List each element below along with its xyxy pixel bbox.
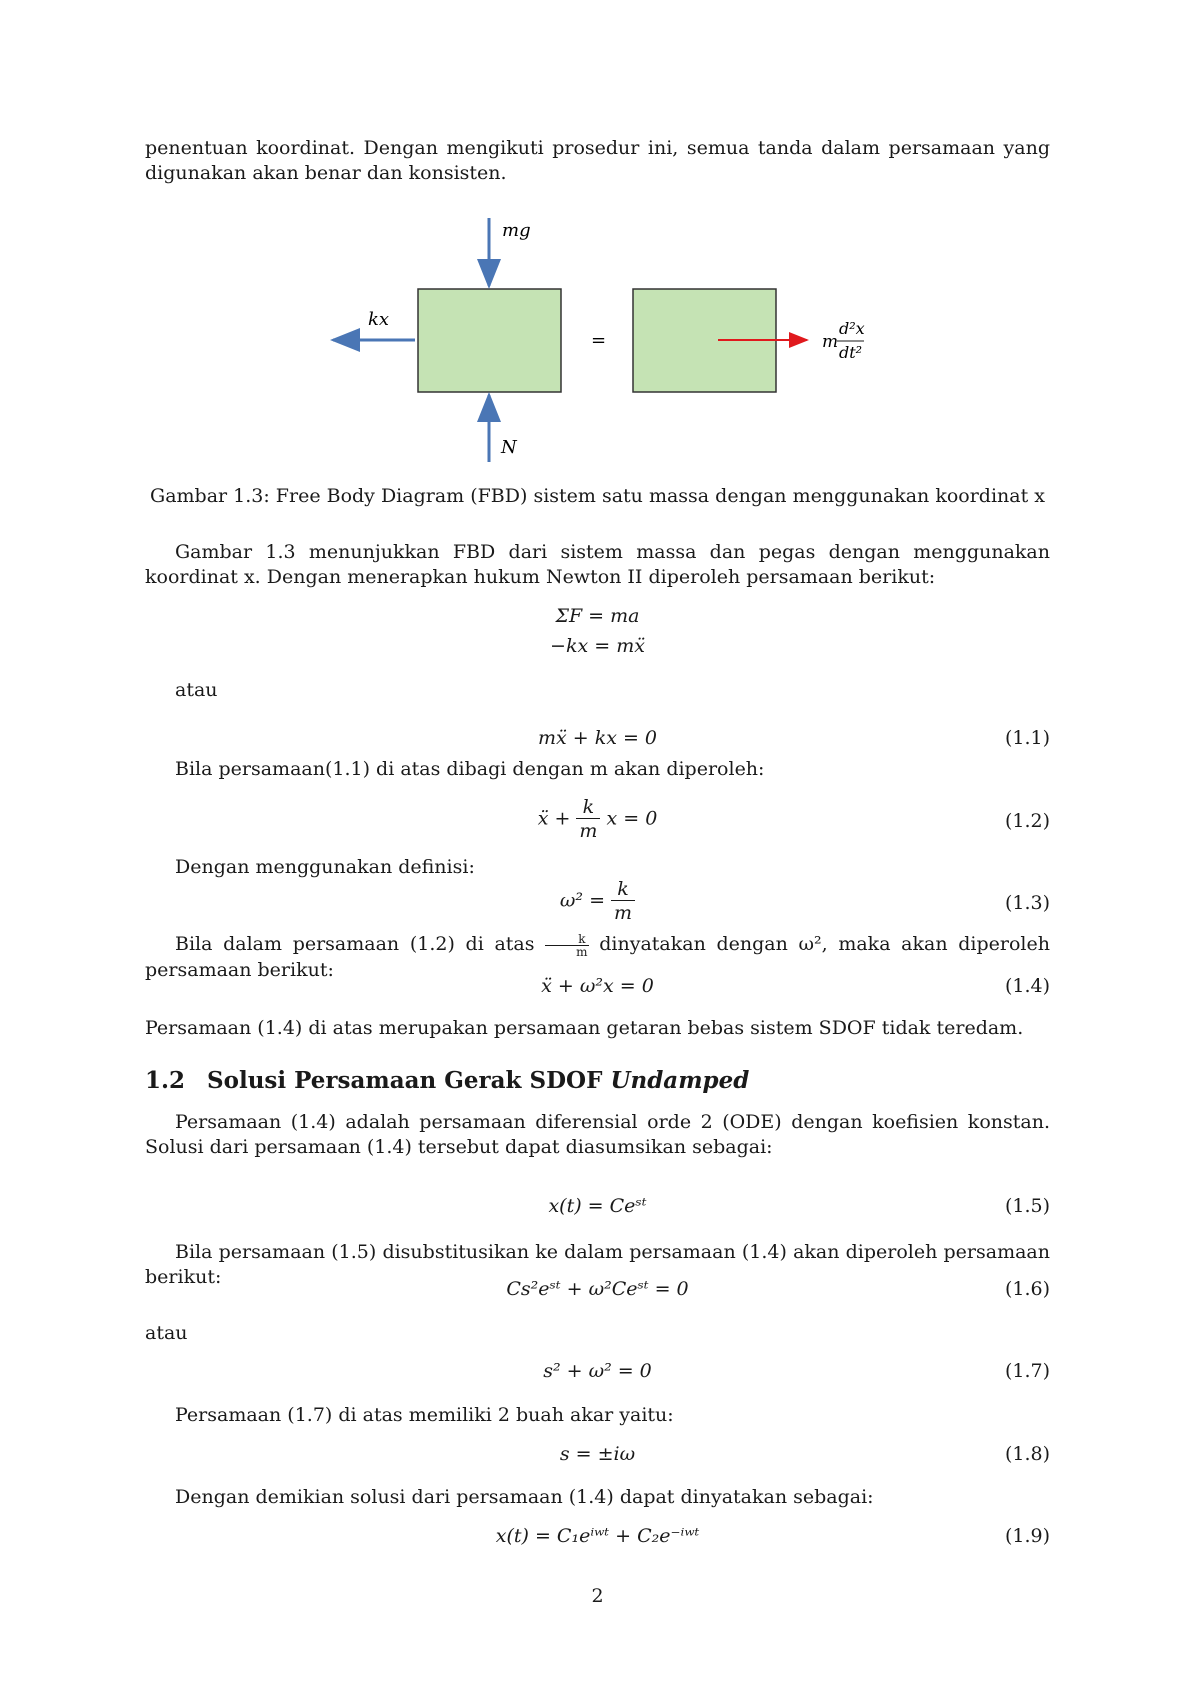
equation-1-3: ω² = $\frac{k}{m}$ (1.3) xyxy=(559,878,1050,924)
paragraph-4: Bila dalam persamaan (1.2) di atas $\frac{k}{m}$ dinyatakan dengan ω², maka akan diperoleh persamaan berikut: xyxy=(145,931,1050,981)
mg-label: mg xyxy=(502,220,531,241)
page-number: 2 xyxy=(591,1585,604,1607)
paragraph-5: Persamaan (1.4) di atas merupakan persamaan getaran bebas sistem SDOF tidak teredam. xyxy=(145,1017,1024,1039)
paragraph-6: Persamaan (1.4) adalah persamaan diferensial orde 2 (ODE) dengan koefisien konstan. Solusi dari persamaan (1.4) tersebut dapat diasumsikan sebagai: xyxy=(145,1111,1050,1158)
equation-1-7: s² + ω² = 0 (1.7) xyxy=(543,1360,1050,1382)
document-page xyxy=(145,0,1050,1683)
intro-paragraph: penentuan koordinat. Dengan mengikuti prosedur ini, semua tanda dalam persamaan yang digunakan akan benar dan konsisten. xyxy=(145,137,1050,184)
paragraph-7: Bila persamaan (1.5) disubstitusikan ke dalam persamaan (1.4) akan diperoleh persamaan berikut: xyxy=(145,1241,1050,1288)
equation-1-1: mẍ + kx = 0 (1.1) xyxy=(537,727,1050,749)
paragraph-2: Bila persamaan(1.1) di atas dibagi dengan m akan diperoleh: xyxy=(175,758,765,780)
paragraph-9: Dengan demikian solusi dari persamaan (1.4) dapat dinyatakan sebagai: xyxy=(175,1486,874,1508)
equation-1-8: s = ±iω (1.8) xyxy=(559,1443,1050,1465)
equation-1-2: ẍ + $\frac{k}{m}$ x = 0 (1.2) xyxy=(537,796,1050,842)
equation-1-6: Cs²eˢᵗ + ω²Ceˢᵗ = 0 (1.6) xyxy=(506,1278,1050,1300)
mass-block-left xyxy=(418,289,561,392)
dt2-label: dt² xyxy=(839,343,863,362)
atau-text-1: atau xyxy=(175,679,218,701)
d2x-label: d²x xyxy=(839,319,865,338)
section-heading: 1.2 Solusi Persamaan Gerak SDOF Undamped xyxy=(145,1067,750,1094)
atau-text-2: atau xyxy=(145,1322,188,1344)
n-label: N xyxy=(501,437,517,458)
equation-1-4: ẍ + ω²x = 0 (1.4) xyxy=(541,975,1050,997)
figure-caption: Gambar 1.3: Free Body Diagram (FBD) sistem satu massa dengan menggunakan koordinat x xyxy=(150,485,1045,507)
fbd-figure xyxy=(145,200,1050,470)
paragraph-1: Gambar 1.3 menunjukkan FBD dari sistem massa dan pegas dengan menggunakan koordinat x. Dengan menerapkan hukum Newton II diperoleh persamaan berikut: xyxy=(145,541,1050,588)
m-label: m xyxy=(822,332,839,352)
equation-newton-1: ΣF = ma xyxy=(555,605,640,627)
equation-newton-2: −kx = mẍ xyxy=(550,635,645,657)
paragraph-8: Persamaan (1.7) di atas memiliki 2 buah akar yaitu: xyxy=(175,1404,674,1426)
paragraph-3: Dengan menggunakan definisi: xyxy=(175,856,475,878)
equation-1-5: x(t) = Ceˢᵗ (1.5) xyxy=(548,1195,1050,1217)
equation-1-9: x(t) = C₁eⁱʷᵗ + C₂e⁻ⁱʷᵗ (1.9) xyxy=(495,1525,1050,1547)
equals-sign: = xyxy=(591,330,607,351)
kx-label: kx xyxy=(368,309,390,330)
